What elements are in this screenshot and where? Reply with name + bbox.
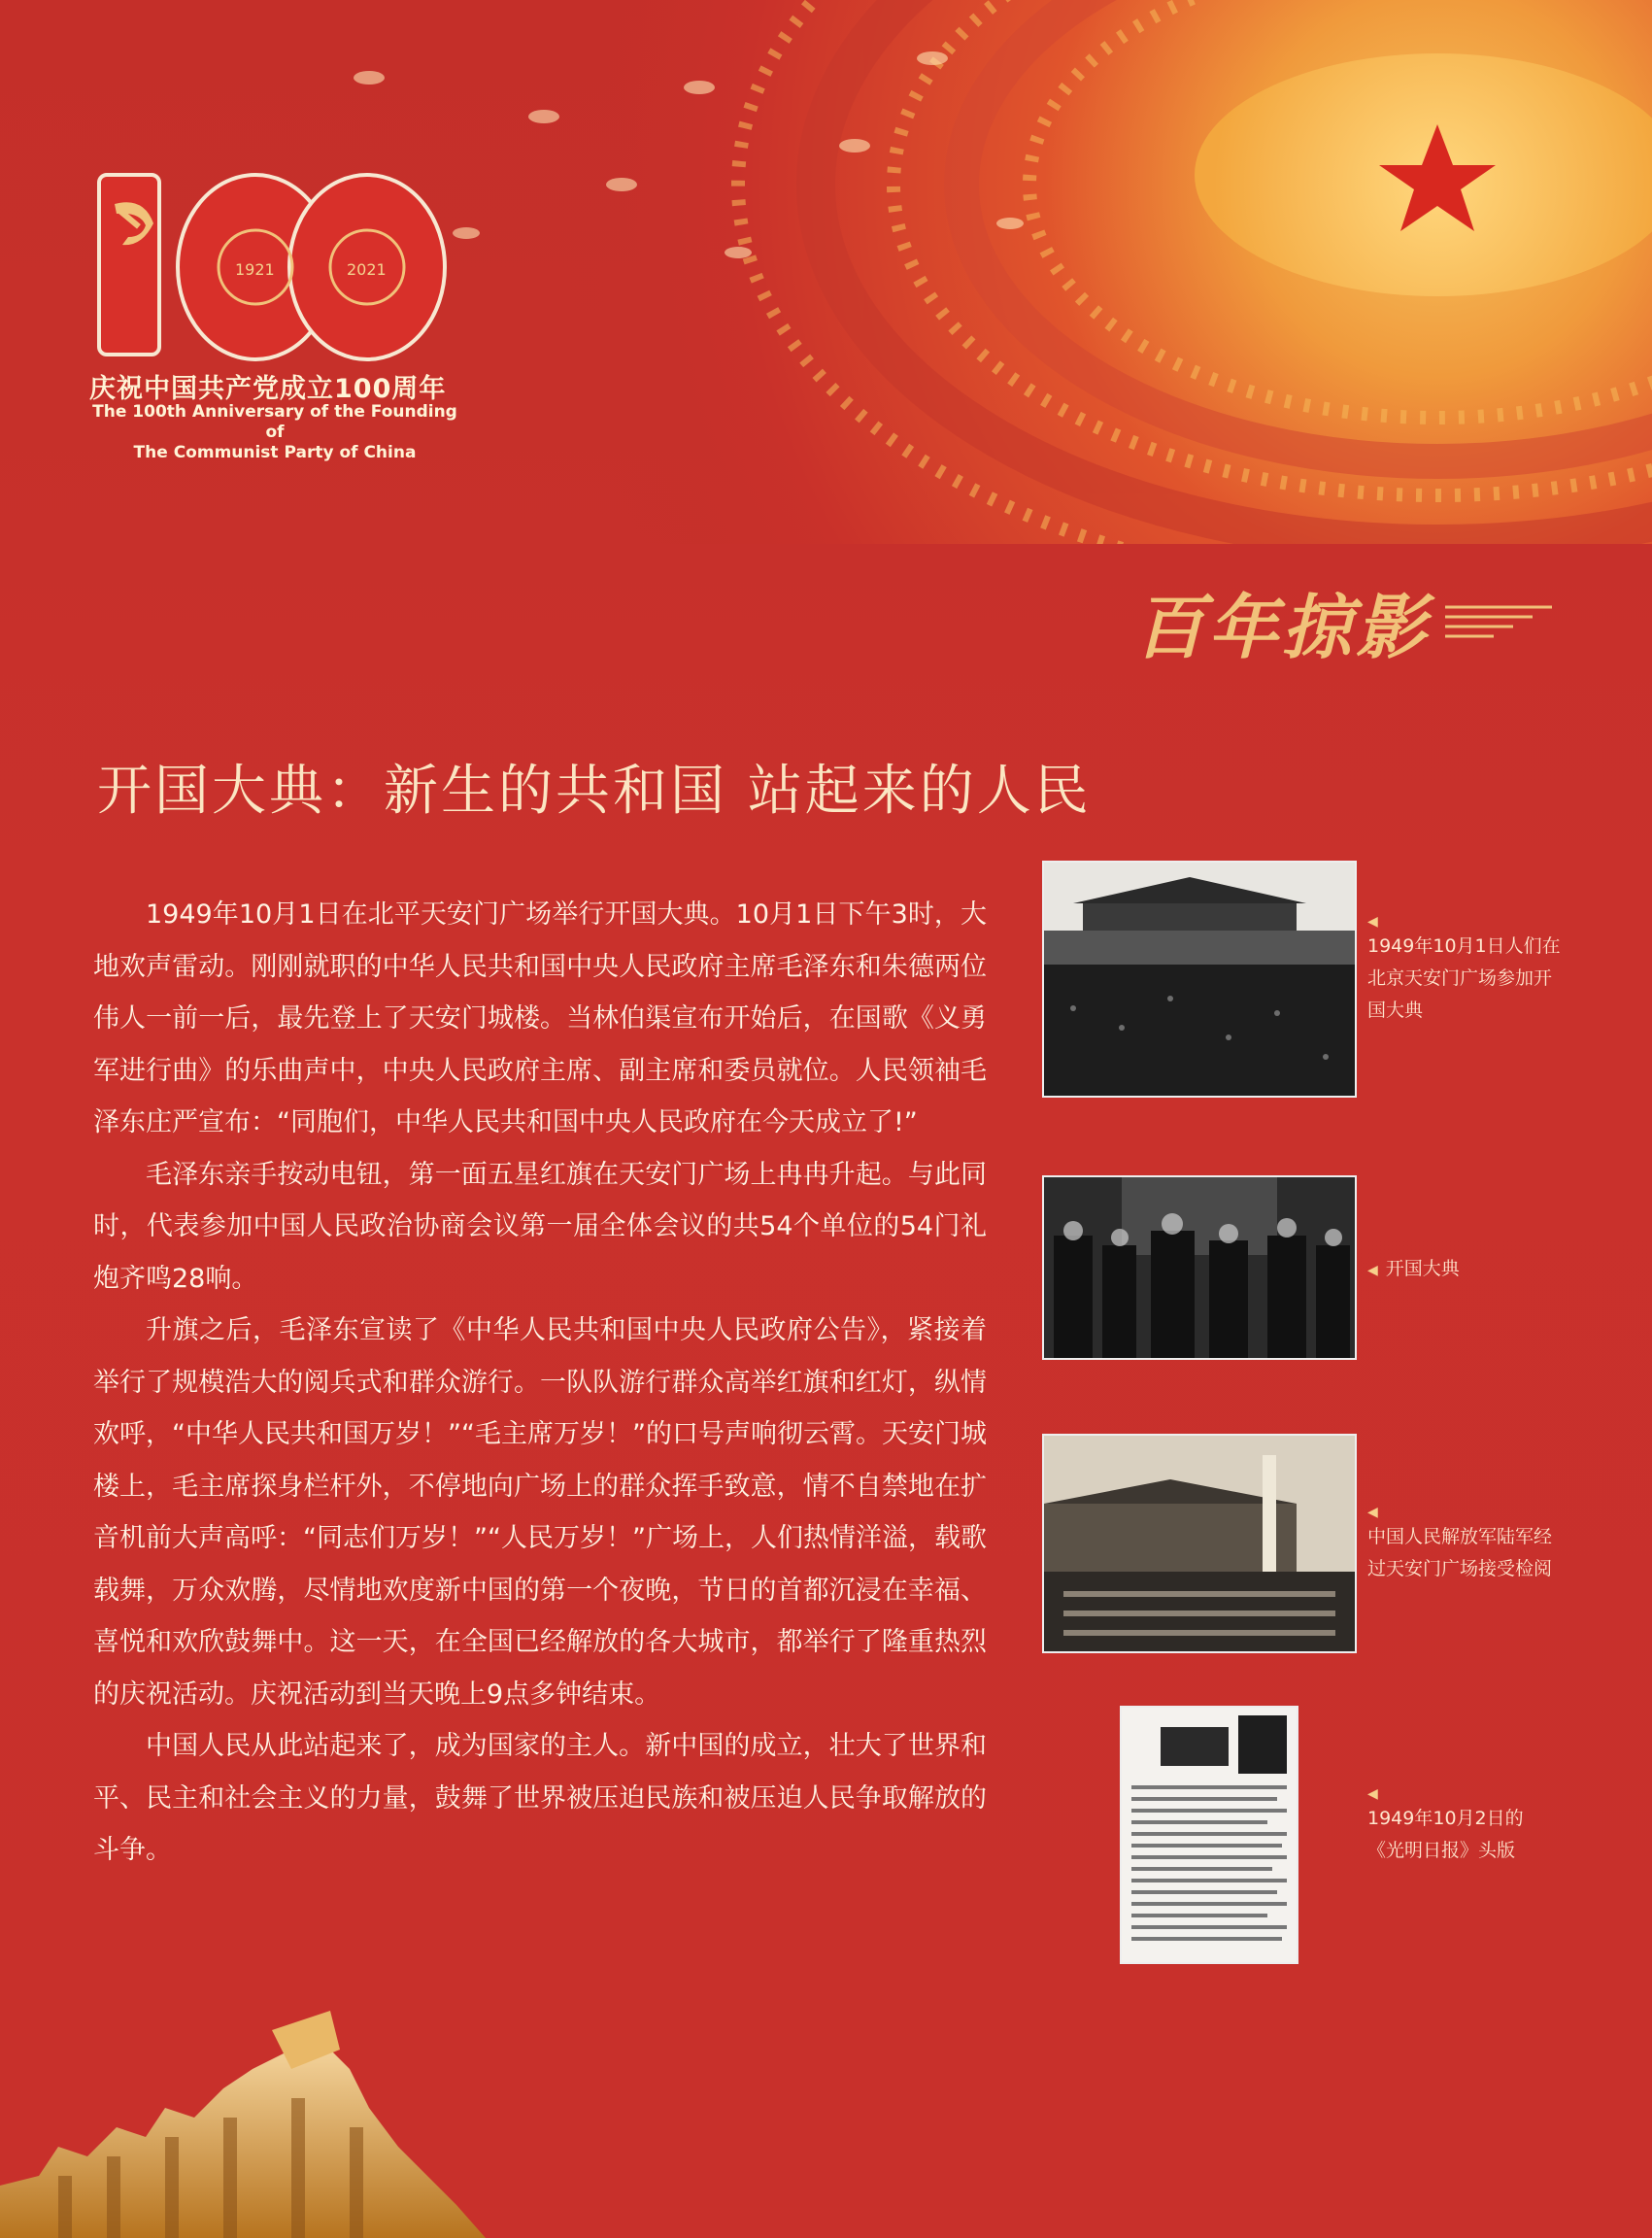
caption-line: 1949年10月2日的 [1367,1808,1524,1829]
caption-line: 《光明日报》头版 [1367,1840,1516,1861]
photo-caption [1367,913,1561,1027]
caption-line: 过天安门广场接受检阅 [1367,1558,1553,1579]
logo-title-en-line2: The Communist Party of China [133,443,417,462]
article-paragraph: 中国人民从此站起来了，成为国家的主人。新中国的成立，壮大了世界和平、民主和社会主义的力量，鼓舞了世界被压迫民族和被压迫人民争取解放的斗争。 [93,1731,987,1865]
caption-arrow-icon: ◀ [1367,1505,1378,1520]
section-title: 百年掠影 [1134,587,1431,668]
logo-year-end: 2021 [347,260,387,279]
caption-line: 中国人民解放军陆军经 [1367,1526,1553,1547]
article-paragraph: 升旗之后，毛泽东宣读了《中华人民共和国中央人民政府公告》，紧接着举行了规模浩大的阅兵式和群众游行。一队队游行群众高举红旗和红灯，纵情欢呼，“中华人民共和国万岁！”“毛主席万岁！”的口号声响彻云霄。天安门城楼上，毛主席探身栏杆外，不停地向广场上的群众挥手致意，情不自禁地在扩音机前大声高呼：“同志们万岁！”“人民万岁！”广场上，人们热情洋溢，载歌载舞，万众欢腾，尽情地欢度新中国的第一个夜晚，节日的首都沉浸在幸福、喜悦和欢欣鼓舞中。这一天，在全国已经解放的各大城市，都举行了隆重热烈的庆祝活动。庆祝活动到当天晚上9点多钟结束。 [93,1315,987,1710]
logo-title-en-line1: The 100th Anniversary of the Founding of [92,402,457,442]
logo-title-en [85,402,464,463]
caption-line: 北京天安门广场参加开 [1367,967,1553,989]
photo-caption [1367,1504,1552,1585]
caption-arrow-icon: ◀ [1367,1786,1378,1802]
photo-guangming-daily [1120,1706,1298,1964]
caption-line: 国大典 [1367,1000,1424,1021]
title-decoration-lines [1445,602,1552,641]
article-paragraph: 1949年10月1日在北平天安门广场举行开国大典。10月1日下午3时，大地欢声雷动。刚刚就职的中华人民共和国中央人民政府主席毛泽东和朱德两位伟人一前一后，最先登上了天安门城楼。当林伯渠宣布开始后，在国歌《义勇军进行曲》的乐曲声中，中央人民政府主席、副主席和委员就位。人民领袖毛泽东庄严宣布：“同胞们，中华人民共和国中央人民政府在今天成立了!” [93,899,987,1137]
monument-sculpture [0,2011,486,2238]
logo-year-start: 1921 [235,260,275,279]
photo-founding-ceremony [1042,1175,1357,1360]
caption-arrow-icon: ◀ [1367,914,1378,930]
caption-line: 1949年10月1日人们在 [1367,935,1561,957]
photo-tiananmen-crowd [1042,861,1357,1098]
photo-caption [1367,1785,1524,1867]
article-body [93,889,987,1877]
photo-military-parade [1042,1434,1357,1653]
caption-line: 开国大典 [1385,1258,1460,1279]
caption-arrow-icon: ◀ [1367,1263,1378,1278]
article-paragraph: 毛泽东亲手按动电钮，第一面五星红旗在天安门广场上冉冉升起。与此同时，代表参加中国人民政治协商会议第一届全体会议的共54个单位的54门礼炮齐鸣28响。 [93,1159,987,1294]
article-headline: 开国大典：新生的共和国 站起来的人民 [97,760,1092,823]
logo-title-cn: 庆祝中国共产党成立100周年 [89,374,447,404]
photo-caption [1367,1253,1460,1285]
